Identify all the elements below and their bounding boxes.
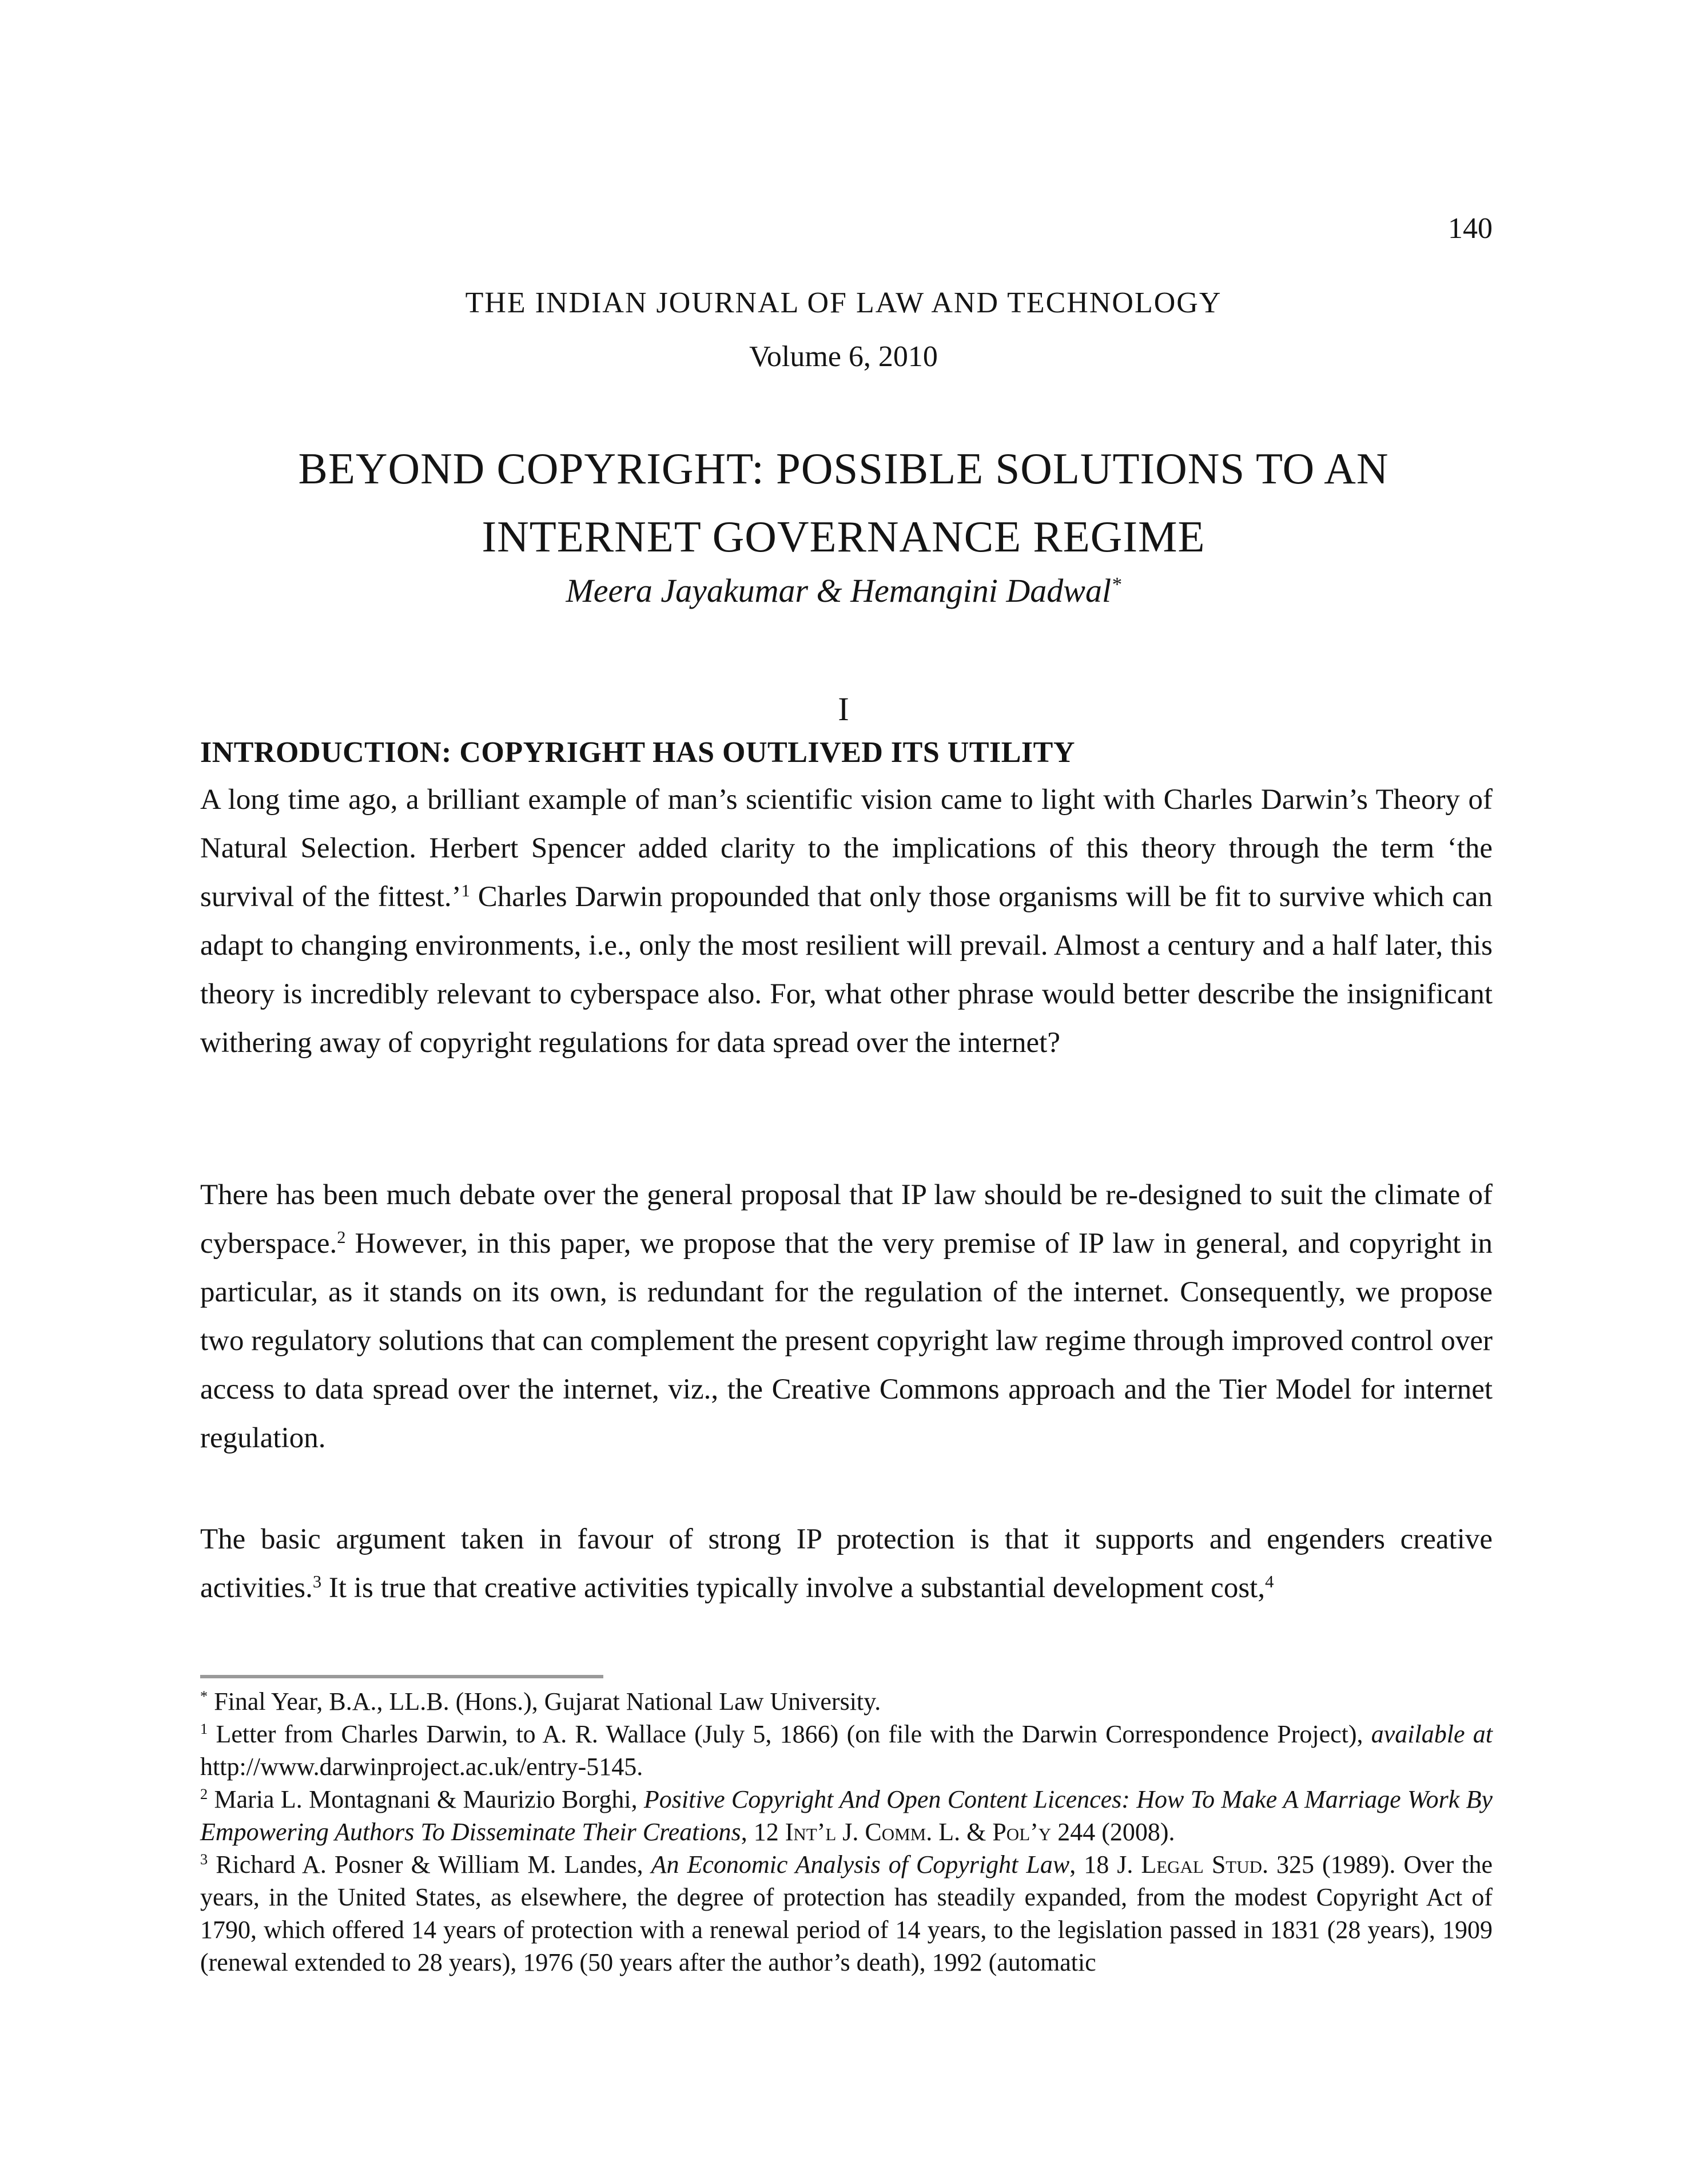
author-byline: Meera Jayakumar & Hemangini Dadwal* [566,572,1121,609]
volume-line: Volume 6, 2010 [749,340,938,373]
article-title [0,435,1687,571]
footnote-3: $^3$ Richard A. Posner & William M. Landes, An Economic Analysis of Copyright Law, 18 J. Legal Stud. 325 (1989). Over the years, in the United States, as elsewhere, the degree of protection has steadily expanded, from the modest Copyright Act of 1790, which offered 14 years of protection with a renewal period of 14 years, to the legislation passed in 1831 (28 years), 1909 (renewal extended to 28 years), 1976 (50 years after the author’s death), 1992 (automatic [200,1851,1493,1976]
body-paragraph-2: There has been much debate over the general proposal that IP law should be re-designed to suit the climate of cyberspace.$^2$ However, in this paper, we propose that the very premise of IP law in general, and copyright in particular, as it stands on its own, is redundant for the regulation of the internet. Consequently, we propose two regulatory solutions that can complement the present copyright law regime through improved control over access to data spread over the internet, viz., the Creative Commons approach and the Tier Model for internet regulation. [200,1179,1493,1454]
footnotes-block [200,1685,1493,1979]
body-paragraph-1: A long time ago, a brilliant example of man’s scientific vision came to light with Charles Darwin’s Theory of Natural Selection. Herbert Spencer added clarity to the implications of this theory through the term ‘the survival of the fittest.’$^1$ Charles Darwin propounded that only those organisms will be fit to survive which can adapt to changing environments, i.e., only the most resilient will prevail. Almost a century and a half later, this theory is incredibly relevant to cyberspace also. For, what other phrase would better describe the insignificant withering away of copyright regulations for data spread over the internet? [200,784,1493,1059]
footnote-separator-rule [200,1675,603,1678]
article-title-line-1: BEYOND COPYRIGHT: POSSIBLE SOLUTIONS TO AN [298,444,1389,493]
section-heading: INTRODUCTION: COPYRIGHT HAS OUTLIVED ITS UTILITY [200,736,1075,769]
article-title-line-2: INTERNET GOVERNANCE REGIME [482,512,1205,561]
section-numeral: I [838,690,849,728]
footnote-1: $^1$ Letter from Charles Darwin, to A. R. Wallace (July 5, 1866) (on file with the Darwin Correspondence Project), available at http://www.darwinproject.ac.uk/entry-5145. [200,1720,1493,1781]
journal-masthead: THE INDIAN JOURNAL OF LAW AND TECHNOLOGY [465,287,1222,319]
footnote-asterisk: * Final Year, B.A., LL.B. (Hons.), Gujarat National Law University. [200,1687,881,1716]
page-number: 140 [1448,212,1493,245]
footnote-2: $^2$ Maria L. Montagnani & Maurizio Borghi, Positive Copyright And Open Content Licences: How To Make A Marriage Work By Empowering Authors To Disseminate Their Creations, 12 Int’l J. Comm. L. & Pol’y 244 (2008). [200,1785,1493,1846]
body-paragraph-3: The basic argument taken in favour of strong IP protection is that it supports and engenders creative activities.$^3$ It is true that creative activities typically involve a substantial development cost,$^4$ [200,1523,1493,1604]
